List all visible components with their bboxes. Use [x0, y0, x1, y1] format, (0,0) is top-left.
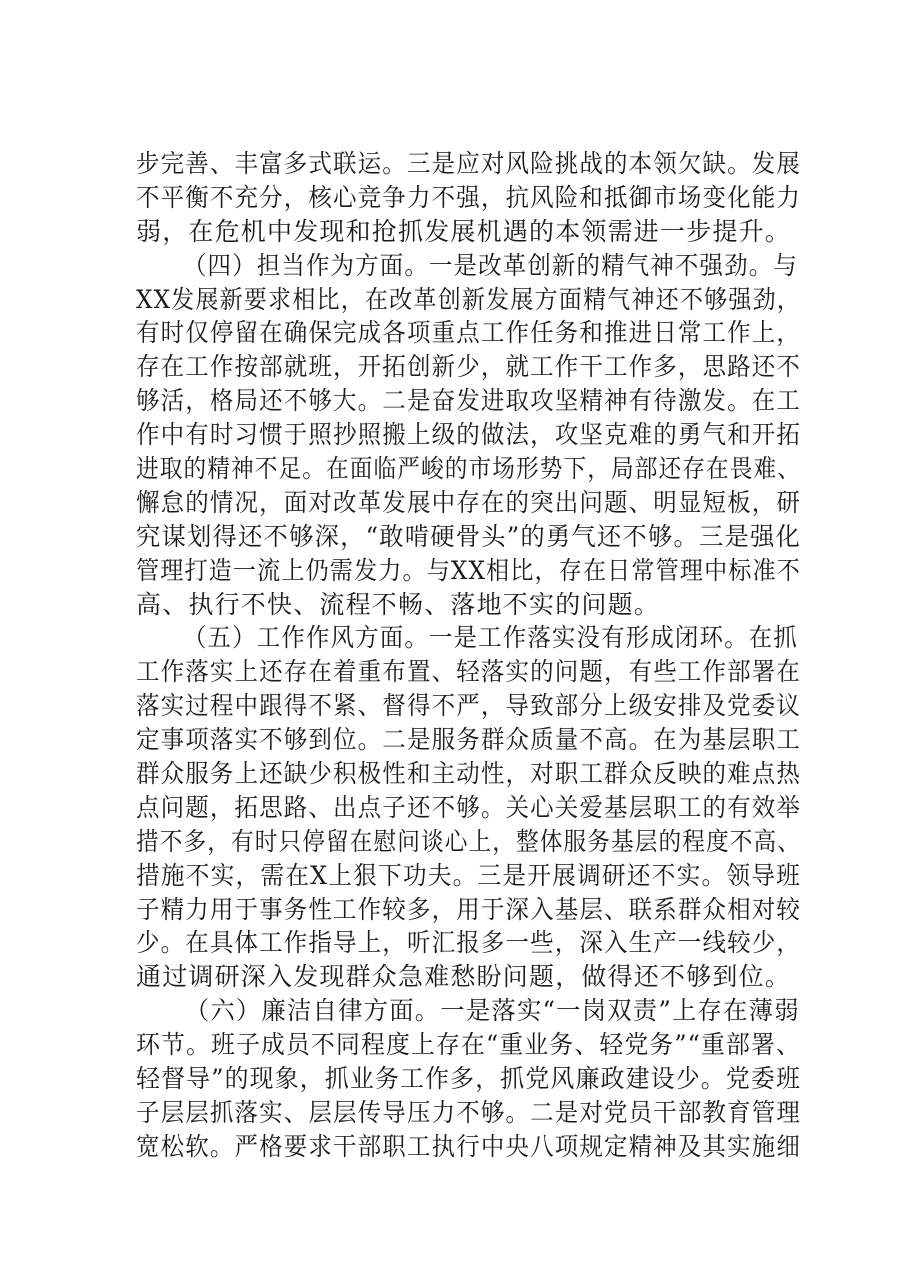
- text-line: 存在工作按部就班，开拓创新少，就工作干工作多，思路还不: [136, 352, 802, 382]
- text-line: 懈怠的情况，面对改革发展中存在的突出问题、明显短板，研: [136, 487, 802, 517]
- text-line: XX发展新要求相比，在改革创新发展方面精气神还不够强劲，: [136, 284, 801, 314]
- text-line: 工作落实上还存在着重布置、轻落实的问题，有些工作部署在: [136, 657, 802, 687]
- text-line: 宽松软。严格要求干部职工执行中央八项规定精神及其实施细: [136, 1131, 802, 1161]
- text-line: 高、执行不快、流程不畅、落地不实的问题。: [136, 589, 661, 619]
- text-line: 群众服务上还缺少积极性和主动性，对职工群众反映的难点热: [136, 759, 802, 789]
- text-line: 少。在具体工作指导上，听汇报多一些，深入生产一线较少，: [136, 928, 802, 958]
- text-line: 不平衡不充分，核心竞争力不强，抗风险和抵御市场变化能力: [136, 182, 802, 212]
- text-line: 管理打造一流上仍需发力。与XX相比，存在日常管理中标准不: [136, 555, 801, 585]
- text-line: 措施不实，需在X上狠下功夫。三是开展调研还不实。领导班: [136, 860, 801, 890]
- text-line: 环节。班子成员不同程度上存在“重业务、轻党务”“重部署、: [136, 1030, 802, 1060]
- text-line: 通过调研深入发现群众急难愁盼问题，做得还不够到位。: [136, 962, 792, 992]
- text-line: 有时仅停留在确保完成各项重点工作任务和推进日常工作上，: [136, 318, 802, 348]
- body-text: [136, 147, 801, 1164]
- text-line: 进取的精神不足。在面临严峻的市场形势下，局部还存在畏难、: [136, 454, 802, 484]
- text-line: 轻督导”的现象，抓业务工作多，抓党风廉政建设少。党委班: [136, 1064, 802, 1094]
- text-line: 作中有时习惯于照抄照搬上级的做法，攻坚克难的勇气和开拓: [136, 420, 802, 450]
- text-line: 落实过程中跟得不紧、督得不严，导致部分上级安排及党委议: [136, 691, 802, 721]
- section-heading-line: （四）担当作为方面。一是改革创新的精气神不强劲。与: [182, 250, 798, 280]
- section-heading-line: （五）工作作风方面。一是工作落实没有形成闭环。在抓: [182, 623, 798, 653]
- text-line: 究谋划得还不够深，“敢啃硬骨头”的勇气还不够。三是强化: [136, 521, 802, 551]
- text-line: 够活，格局还不够大。二是奋发进取攻坚精神有待激发。在工: [136, 386, 802, 416]
- text-line: 弱，在危机中发现和抢抓发展机遇的本领需进一步提升。: [136, 216, 792, 246]
- text-line: 点问题，拓思路、出点子还不够。关心关爱基层职工的有效举: [136, 792, 802, 822]
- section-heading-line: （六）廉洁自律方面。一是落实“一岗双责”上存在薄弱: [184, 996, 800, 1026]
- text-line: 子精力用于事务性工作较多，用于深入基层、联系群众相对较: [136, 894, 802, 924]
- text-line: 定事项落实不够到位。二是服务群众质量不高。在为基层职工: [136, 725, 802, 755]
- text-line: 子层层抓落实、层层传导压力不够。二是对党员干部教育管理: [136, 1097, 802, 1127]
- text-line: 步完善、丰富多式联运。三是应对风险挑战的本领欠缺。发展: [136, 149, 802, 178]
- text-line: 措不多，有时只停留在慰问谈心上，整体服务基层的程度不高、: [136, 826, 802, 856]
